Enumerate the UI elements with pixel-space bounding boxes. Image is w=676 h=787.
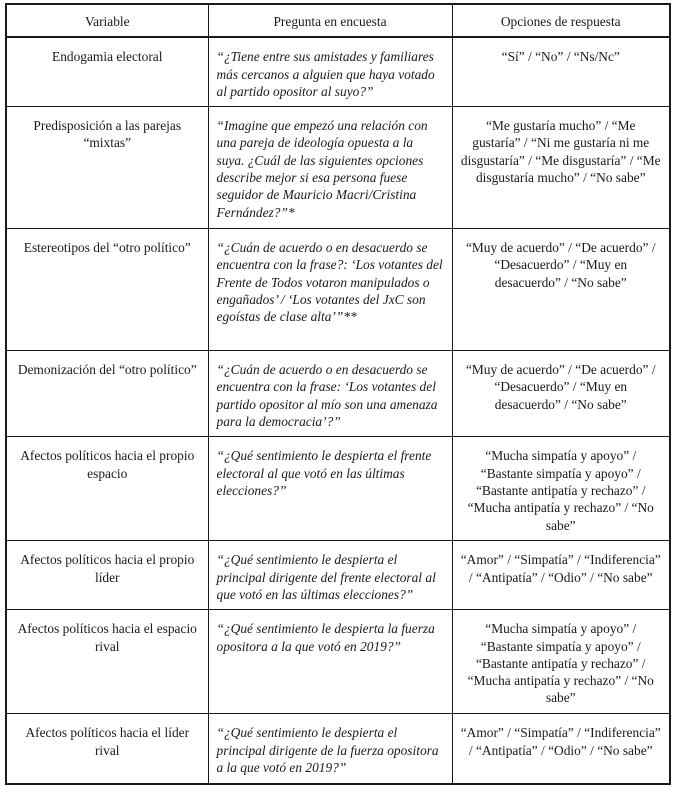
table-row <box>6 437 670 541</box>
question-cell: “Imagine que empezó una relación con una pareja de ideología opuesta a la suya. ¿Cuál de las siguientes opciones describe mejor si esa persona fuese seguidor de Mauricio Macri/Cristina Fernández?”* <box>208 107 452 229</box>
variable-cell: Afectos políticos hacia el propio espacio <box>6 437 208 541</box>
question-cell: “¿Cuán de acuerdo o en desacuerdo se encuentra con la frase: ‘Los votantes del partido opositor al mío son una amenaza para la democracia’?” <box>208 351 452 437</box>
options-cell: “Mucha simpatía y apoyo” / “Bastante simpatía y apoyo” / “Bastante antipatía y rechazo” / “Mucha antipatía y rechazo” / “No sabe” <box>452 610 670 714</box>
table-row <box>6 610 670 714</box>
options-cell: “Me gustaría mucho” / “Me gustaría” / “Ni me gustaría ni me disgustaría” / “Me disgustaría” / “Me disgustaría mucho” / “No sabe” <box>452 107 670 229</box>
table-row <box>6 229 670 351</box>
variable-cell: Afectos políticos hacia el líder rival <box>6 714 208 784</box>
question-cell: “¿Qué sentimiento le despierta el frente electoral al que votó en las últimas elecciones?” <box>208 437 452 541</box>
table-row <box>6 714 670 784</box>
question-cell: “¿Qué sentimiento le despierta el principal dirigente del frente electoral al que votó en las últimas elecciones?” <box>208 541 452 610</box>
options-cell: “Amor” / “Simpatía” / “Indiferencia” / “Antipatía” / “Odio” / “No sabe” <box>452 714 670 784</box>
options-cell: “Muy de acuerdo” / “De acuerdo” / “Desacuerdo” / “Muy en desacuerdo” / “No sabe” <box>452 229 670 351</box>
variable-cell: Endogamia electoral <box>6 37 208 106</box>
variable-cell: Estereotipos del “otro político” <box>6 229 208 351</box>
variable-cell: Predisposición a las parejas “mixtas” <box>6 107 208 229</box>
options-cell: “Amor” / “Simpatía” / “Indiferencia” / “Antipatía” / “Odio” / “No sabe” <box>452 541 670 610</box>
survey-variables-table <box>5 3 671 785</box>
options-cell: “Sí” / “No” / “Ns/Nc” <box>452 37 670 106</box>
variable-cell: Demonización del “otro político” <box>6 351 208 437</box>
header-variable: Variable <box>6 4 208 37</box>
table-row <box>6 107 670 229</box>
header-question: Pregunta en encuesta <box>208 4 452 37</box>
table-row <box>6 541 670 610</box>
question-cell: “¿Qué sentimiento le despierta la fuerza opositora a la que votó en 2019?” <box>208 610 452 714</box>
variable-cell: Afectos políticos hacia el espacio rival <box>6 610 208 714</box>
table-header-row <box>6 4 670 37</box>
variable-cell: Afectos políticos hacia el propio líder <box>6 541 208 610</box>
options-cell: “Muy de acuerdo” / “De acuerdo” / “Desacuerdo” / “Muy en desacuerdo” / “No sabe” <box>452 351 670 437</box>
header-options: Opciones de respuesta <box>452 4 670 37</box>
question-cell: “¿Qué sentimiento le despierta el principal dirigente de la fuerza opositora a la que votó en 2019?” <box>208 714 452 784</box>
table-row <box>6 37 670 106</box>
options-cell: “Mucha simpatía y apoyo” / “Bastante simpatía y apoyo” / “Bastante antipatía y rechazo” / “Mucha antipatía y rechazo” / “No sabe” <box>452 437 670 541</box>
table-row <box>6 351 670 437</box>
question-cell: “¿Cuán de acuerdo o en desacuerdo se encuentra con la frase?: ‘Los votantes del Frente de Todos votaron manipulados o engañados’ / ‘Los votantes del JxC son egoístas de clase alta’”** <box>208 229 452 351</box>
question-cell: “¿Tiene entre sus amistades y familiares más cercanos a alguien que haya votado al partido opositor al suyo?” <box>208 37 452 106</box>
